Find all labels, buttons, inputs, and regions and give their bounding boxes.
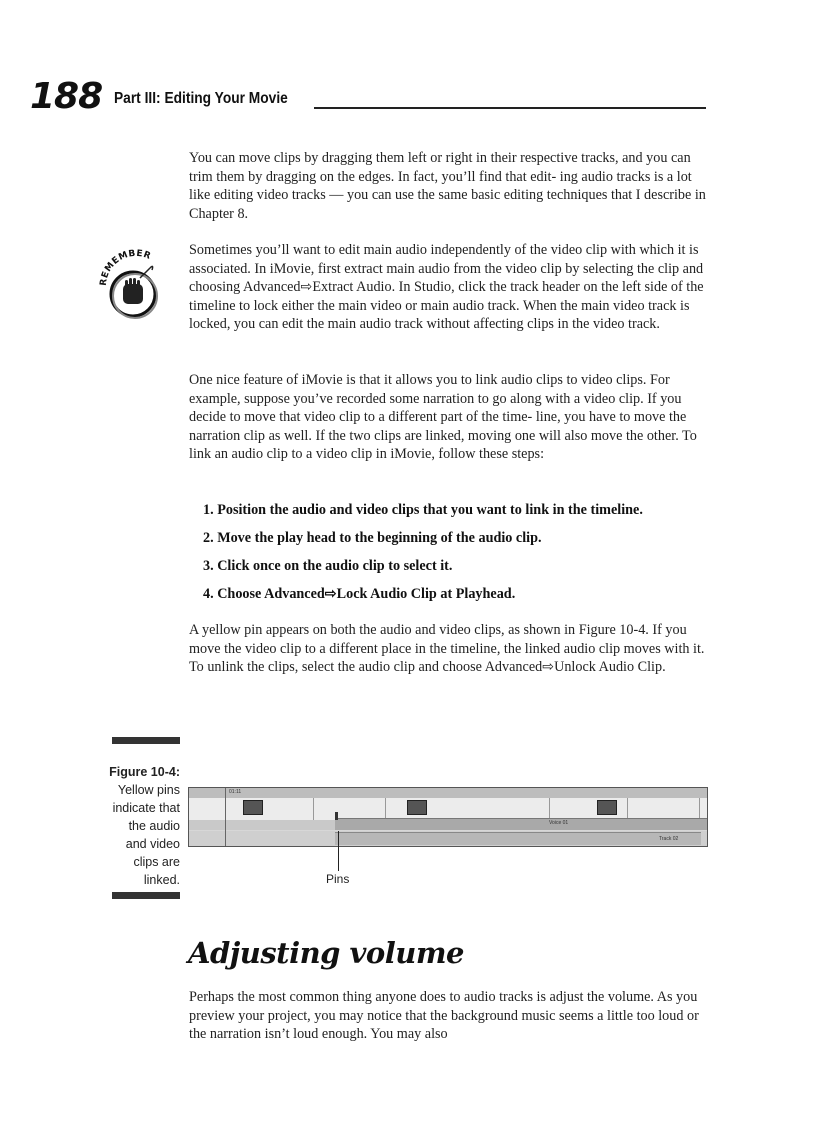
- playhead: [225, 788, 226, 846]
- step-2: [203, 529, 713, 547]
- video-thumbnail: [243, 800, 263, 815]
- step-text: Choose Advanced⇨Lock Audio Clip at Playhead.: [217, 586, 516, 602]
- video-thumbnail: [597, 800, 617, 815]
- step-number: 2.: [203, 530, 214, 546]
- section-heading: Adjusting volume: [188, 936, 464, 970]
- step-number: 1.: [203, 502, 214, 518]
- caption-line: indicate that: [112, 801, 180, 815]
- header-rule: [314, 107, 706, 109]
- paragraph-1: You can move clips by dragging them left or right in their respective tracks, and you can trim them by dragging on the edges. In fact, you’ll find that edit- ing audio tracks is a lot like editing video tracks — you can use the same basic editing techniques that I describe in Chapter 8.: [189, 150, 706, 222]
- figure-top-bar: [112, 737, 180, 744]
- step-number: 4.: [203, 586, 214, 602]
- step-text: Move the play head to the beginning of the audio clip.: [217, 530, 542, 546]
- clip-divider: [627, 798, 628, 820]
- clip-divider: [385, 798, 386, 820]
- audio-clip-voice: [335, 818, 707, 830]
- step-text: Click once on the audio clip to select it.: [217, 558, 453, 574]
- audio-clip-track: [335, 832, 701, 845]
- timeline-time-label: 01:11: [229, 789, 242, 795]
- figure-caption: [96, 763, 180, 889]
- caption-line: linked.: [143, 873, 180, 887]
- clip-divider: [699, 798, 700, 820]
- figure-label: Figure 10-4:: [109, 765, 180, 779]
- caption-line: and video: [125, 837, 180, 851]
- clip-divider: [549, 798, 550, 820]
- timeline-screenshot: [188, 787, 708, 847]
- track-clip-label: Track 02: [659, 836, 679, 842]
- figure-bottom-bar: [112, 892, 180, 899]
- page-number: 188: [30, 76, 103, 117]
- pin-marker: [335, 812, 338, 820]
- caption-line: Yellow pins: [117, 783, 180, 797]
- step-text: Position the audio and video clips that you want to link in the timeline.: [217, 502, 643, 518]
- video-thumbnail: [407, 800, 427, 815]
- paragraph-2: Sometimes you’ll want to edit main audio independently of the video clip with which it is associated. In iMovie, first extract main audio from the video clip by selecting the clip and choosing Advanced⇨Extract Audio. In Studio, click the track header on the left side of the timeline to lock either the main video or main audio track. When the main video track is locked, you can edit the main audio track without affecting clips in the video track.: [189, 242, 704, 332]
- paragraph-3: One nice feature of iMovie is that it allows you to link audio clips to video clips. For example, suppose you’ve recorded some narration to go along with a video clip. If you decide to move that video clip to a different part of the time- line, you have to move the narration clip as well. If the two clips are linked, moving one will also move the other. To link an audio clip to a video clip in iMovie, follow these steps:: [189, 372, 697, 462]
- paragraph-5: Perhaps the most common thing anyone does to audio tracks is adjust the volume. As you preview your project, you may notice that the background music seems a little too loud or the narration isn’t loud enough. You may also: [189, 989, 699, 1042]
- running-head: Part III: Editing Your Movie: [114, 90, 288, 107]
- step-4: [203, 585, 713, 603]
- caption-line: clips are: [133, 855, 180, 869]
- remember-icon: [98, 246, 172, 326]
- pins-callout-label: Pins: [326, 872, 350, 886]
- paragraph-4: A yellow pin appears on both the audio and video clips, as shown in Figure 10-4. If you move the video clip to a different place in the timeline, the linked audio clip moves with it. To unlink the clips, select the audio clip and choose Advanced⇨Unlock Audio Clip.: [189, 622, 705, 675]
- step-3: [203, 557, 713, 575]
- steps-list: [203, 501, 713, 613]
- timeline-ruler: [189, 788, 707, 798]
- clip-divider: [313, 798, 314, 820]
- svg-text:REMEMBER: REMEMBER: [98, 248, 153, 287]
- pins-callout-line: [338, 831, 339, 871]
- voice-clip-label: Voice 01: [549, 820, 569, 826]
- step-number: 3.: [203, 558, 214, 574]
- step-1: [203, 501, 713, 519]
- caption-line: the audio: [128, 819, 180, 833]
